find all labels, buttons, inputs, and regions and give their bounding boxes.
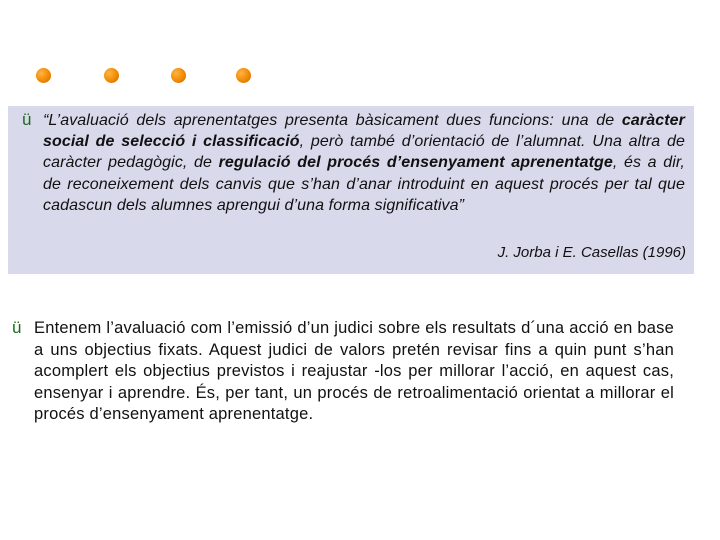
quote-bold-phrase-2: regulació del procés d’ensenyament aprenentatge: [218, 154, 613, 172]
checkmark-icon: ü: [22, 110, 32, 129]
orange-dot-icon: [236, 68, 251, 83]
orange-dot-icon: [171, 68, 186, 83]
orange-dot-icon: [104, 68, 119, 83]
decorative-dots: [36, 68, 256, 88]
quote-box: [8, 106, 694, 274]
quote-text: “L’avaluació dels aprenentatges presenta bàsicament dues funcions: una de caràcter social de selecció i classificació, però també d’orientació de l’alumnat. Una altra de caràcter pedagògic, de regulació del procés d’ensenyament aprenentatge, és a dir, de reconeixement dels canvis que s’han d’anar introduint en aquest procés per tal que cadascun dels alumnes aprengui d’una forma significativa”: [43, 112, 685, 214]
quote-citation: J. Jorba i E. Casellas (1996): [497, 244, 686, 261]
checkmark-icon: ü: [12, 318, 22, 337]
orange-dot-icon: [36, 68, 51, 83]
quote-bold-phrase-1: caràcter social de selecció i classificació: [43, 112, 685, 151]
body-paragraph: Entenem l’avaluació com l’emissió d’un judici sobre els resultats d´una acció en base a uns objectius fixats. Aquest judici de valors pretén revisar fins a quin punt s’han acomplert els objectius previstos i reajustar -los per millorar l’acció, en aquest cas, ensenyar i aprendre. És, per tant, un procés de retroalimentació orientat a millorar el procés d’ensenyament aprenentatge.: [34, 319, 674, 424]
